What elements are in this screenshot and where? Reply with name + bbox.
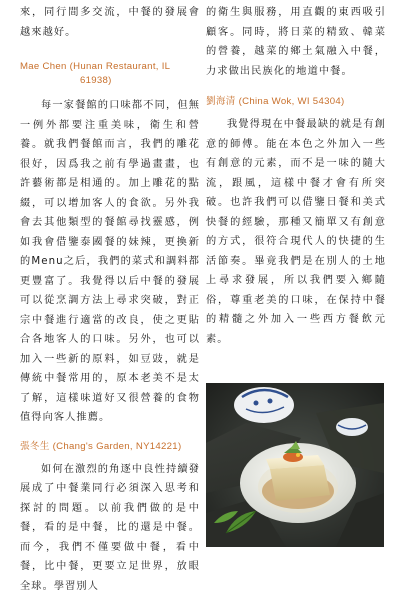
tofu-block <box>266 455 330 501</box>
tofu-dish-photo <box>206 383 384 547</box>
intro-paragraph: 來，同行間多交流，中餐的發展會越來越好。 <box>20 3 200 42</box>
author-paragraph-mae-chen: 每一家餐館的口味都不同，但無一例外都要注重美味，衛生和營養。就我們餐館而言，我們的雕花很好，因爲我之前有學過畫畫，也許藝術都是相通的。加上雕花的點綴，可以增加客人的食欲。另外我會去其他類型的餐館尋找靈感，例如我會借鑒泰國餐的妹辣，更換新的Menu之后，我們的菜式和調料都更豐富了。我覺得以后中餐的發展可以從烹調方法上尋求突破，對正宗中餐進行適當的改良，使之更貼合各地客人的口味。另外，也可以加入一些新的原料，如豆豉，就是傳統中餐常用的，原本老美不是太了解，這樣味道好又很營養的食物值得向客人推薦。 <box>20 96 200 428</box>
author-paragraph-zhang-dongsheng: 如何在激烈的角逐中良性持續發展成了中餐業同行必須深入思考和探討的問題。以前我們做的是中餐，看的是中餐，比的還是中餐。而今，我們不僅要做中餐，看中餐，比中餐，更要立足世界，放眼全球。學習別人 <box>20 460 200 596</box>
continued-paragraph: 的衛生與服務，用直觀的東西吸引顧客。同時，將日菜的精致、韓菜的營養，越菜的鄉土氣融入中餐，力求做出民族化的地道中餐。 <box>206 3 386 81</box>
author-byline-mae-chen <box>20 60 200 88</box>
author-zip: 61938) <box>20 74 200 88</box>
right-column <box>206 0 386 349</box>
left-column <box>20 0 200 596</box>
author-name: Mae Chen (Hunan Restaurant, IL <box>20 61 170 72</box>
tofu-dish-illustration <box>206 383 384 547</box>
author-byline-zhang-dongsheng: 張冬生 (Chang's Garden, NY14221) <box>20 440 200 454</box>
author-paragraph-liu-haiqing: 我覺得現在中餐最缺的就是有創意的師傅。能在本色之外加入一些有創意的元素，而不是一味的隨大流，跟風，這樣中餐才會有所突破。也許我們可以借鑒日餐和美式快餐的經驗，那種又簡單又有創意的方式，很符合現代人的快捷的生活節奏。畢竟我們是在別人的土地上尋求發展，所以我們要入鄉隨俗，尊重老美的口味，在保持中餐的精髓之外加入一些西方餐飲元素。 <box>206 115 386 349</box>
teapot-icon <box>234 387 294 423</box>
author-byline-liu-haiqing: 劉海清 (China Wok, WI 54304) <box>206 95 386 109</box>
